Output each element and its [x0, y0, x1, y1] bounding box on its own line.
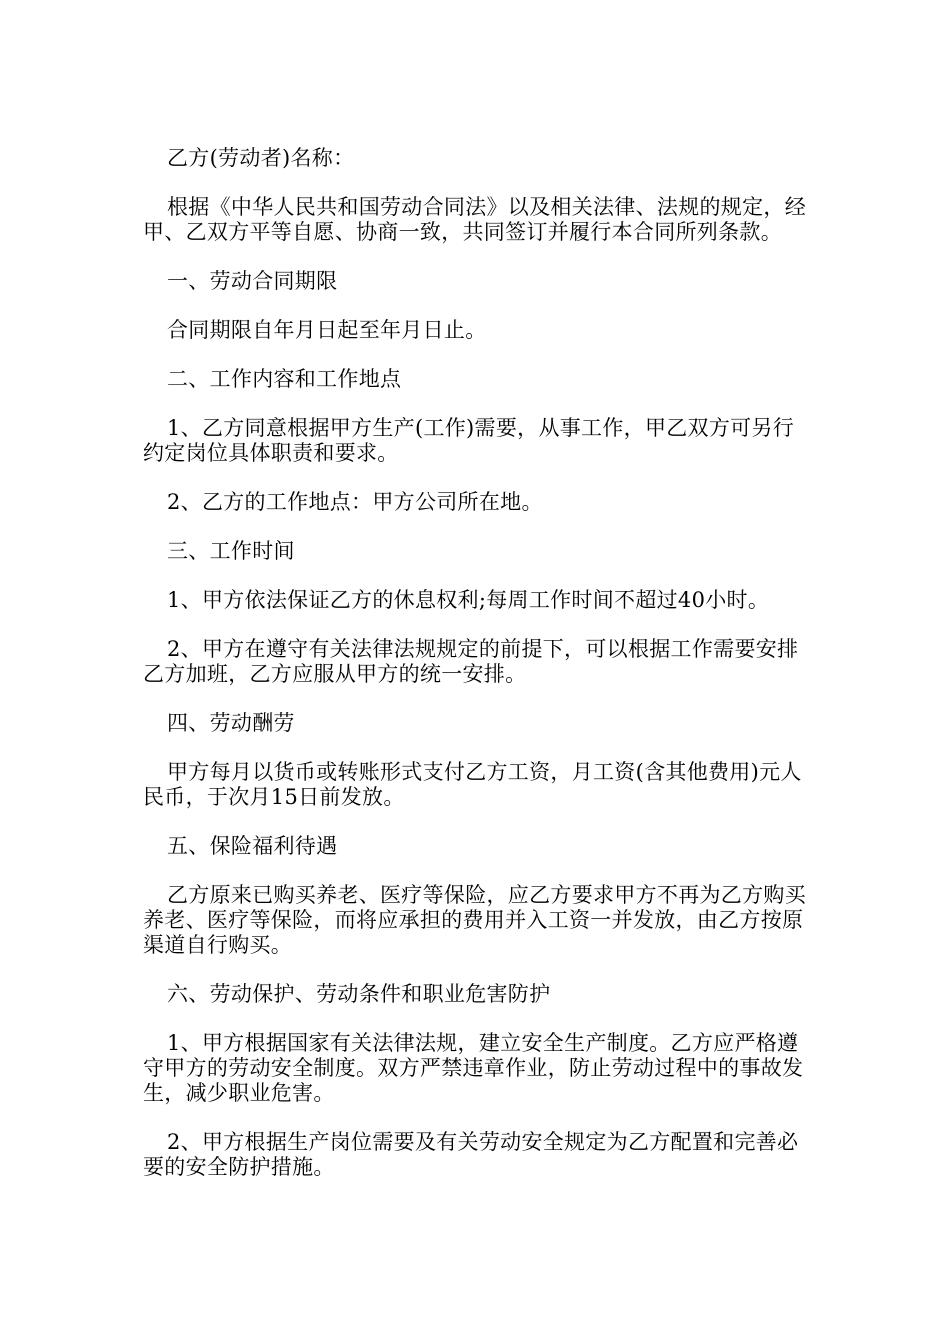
contract-term-paragraph: 合同期限自年月日起至年月日止。 — [167, 318, 487, 342]
preamble-paragraph: 根据《中华人民共和国劳动合同法》以及相关法律、法规的规定，经甲、乙双方平等自愿、协商一致，共同签订并履行本合同所列条款。 — [143, 195, 806, 244]
labor-protection-clause-1: 1、甲方根据国家有关法律法规，建立安全生产制度。乙方应严格遵守甲方的劳动安全制度。双方严禁违章作业，防止劳动过程中的事故发生，减少职业危害。 — [143, 1031, 804, 1105]
labor-protection-clause-2: 2、甲方根据生产岗位需要及有关劳动安全规定为乙方配置和完善必要的安全防护措施。 — [143, 1130, 799, 1179]
party-b-name-line: 乙方(劳动者)名称： — [167, 146, 355, 170]
insurance-paragraph: 乙方原来已购买养老、医疗等保险，应乙方要求甲方不再为乙方购买养老、医疗等保险，而将应承担的费用并入工资一并发放，由乙方按原渠道自行购买。 — [143, 883, 806, 957]
section-heading-labor-protection: 六、劳动保护、劳动条件和职业危害防护 — [167, 982, 551, 1006]
section-heading-contract-term: 一、劳动合同期限 — [167, 269, 338, 293]
working-hours-clause-1: 1、甲方依法保证乙方的休息权利;每周工作时间不超过40小时。 — [167, 588, 770, 612]
section-heading-remuneration: 四、劳动酬劳 — [167, 711, 295, 735]
contract-body — [143, 146, 813, 1204]
section-heading-insurance: 五、保险福利待遇 — [167, 834, 338, 858]
section-heading-work-content: 二、工作内容和工作地点 — [167, 367, 402, 391]
working-hours-clause-2: 2、甲方在遵守有关法律法规规定的前提下，可以根据工作需要安排乙方加班，乙方应服从甲方的统一安排。 — [143, 637, 799, 686]
section-heading-working-hours: 三、工作时间 — [167, 539, 295, 563]
work-content-clause-2: 2、乙方的工作地点：甲方公司所在地。 — [167, 490, 543, 514]
remuneration-paragraph: 甲方每月以货币或转账形式支付乙方工资，月工资(含其他费用)元人民币，于次月15日前发放。 — [143, 760, 802, 809]
work-content-clause-1: 1、乙方同意根据甲方生产(工作)需要，从事工作，甲乙双方可另行约定岗位具体职责和要求。 — [143, 416, 795, 465]
